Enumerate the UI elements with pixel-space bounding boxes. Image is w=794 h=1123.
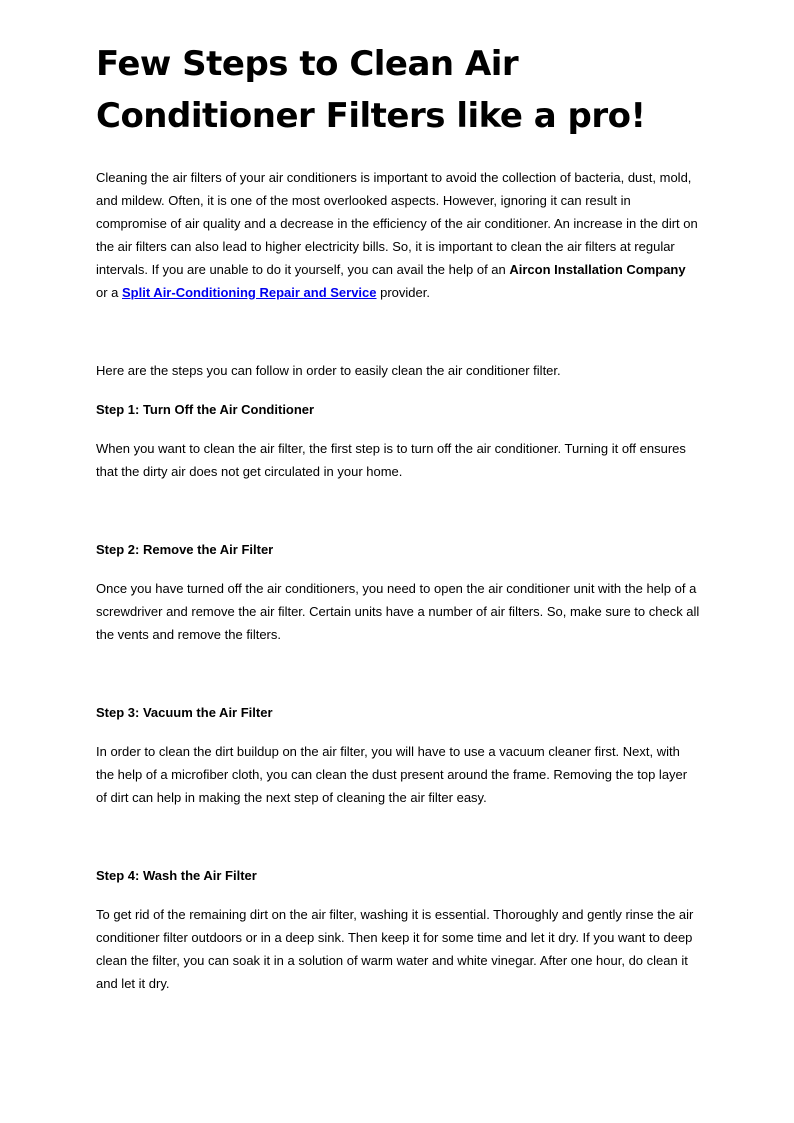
step-heading: Step 3: Vacuum the Air Filter xyxy=(96,705,273,720)
aircon-company-name: Aircon Installation Company xyxy=(509,262,686,277)
step-body: When you want to clean the air filter, the first step is to turn off the air conditioner. Turning it off ensures that the dirty air does not get circulated in your home. xyxy=(96,441,686,479)
step-1 xyxy=(96,398,700,483)
step-heading: Step 2: Remove the Air Filter xyxy=(96,542,274,557)
document-page xyxy=(96,38,700,995)
step-heading: Step 4: Wash the Air Filter xyxy=(96,868,257,883)
step-body: In order to clean the dirt buildup on the air filter, you will have to use a vacuum cleaner first. Next, with the help of a microfiber cloth, you can clean the dust present around the frame. Removing the top layer of dirt can help in making the next step of cleaning the air filter easy. xyxy=(96,744,688,805)
step-body: To get rid of the remaining dirt on the air filter, washing it is essential. Thoroughly and gently rinse the air conditioner filter outdoors or in a deep sink. Then keep it for some time and let it dry. If you want to deep clean the filter, you can soak it in a solution of warm water and white vinegar. After one hour, do clean it and let it dry. xyxy=(96,907,694,991)
step-heading: Step 1: Turn Off the Air Conditioner xyxy=(96,402,315,417)
step-3 xyxy=(96,701,700,809)
intro-text-after: provider. xyxy=(376,285,430,300)
intro-paragraph xyxy=(96,166,700,304)
step-4 xyxy=(96,864,700,995)
steps-lead-paragraph: Here are the steps you can follow in order to easily clean the air conditioner filter. xyxy=(96,363,561,378)
step-2 xyxy=(96,538,700,646)
split-ac-repair-link[interactable]: Split Air-Conditioning Repair and Service xyxy=(122,285,377,300)
intro-text-before: Cleaning the air filters of your air conditioners is important to avoid the collection of bacteria, dust, mold, and mildew. Often, it is one of the most overlooked aspects. However, ignoring it can result in compromise of air quality and a decrease in the efficiency of the air conditioner. An increase in the dirt on the air filters can also lead to higher electricity bills. So, it is important to clean the air filters at regular intervals. If you are unable to do it yourself, you can avail the help of an xyxy=(96,170,698,277)
step-body: Once you have turned off the air conditioners, you need to open the air conditioner unit with the help of a screwdriver and remove the air filter. Certain units have a number of air filters. So, make sure to check all the vents and remove the filters. xyxy=(96,581,700,642)
intro-text-middle: or a xyxy=(96,285,123,300)
page-title: Few Steps to Clean Air Conditioner Filters like a pro! xyxy=(96,44,646,136)
